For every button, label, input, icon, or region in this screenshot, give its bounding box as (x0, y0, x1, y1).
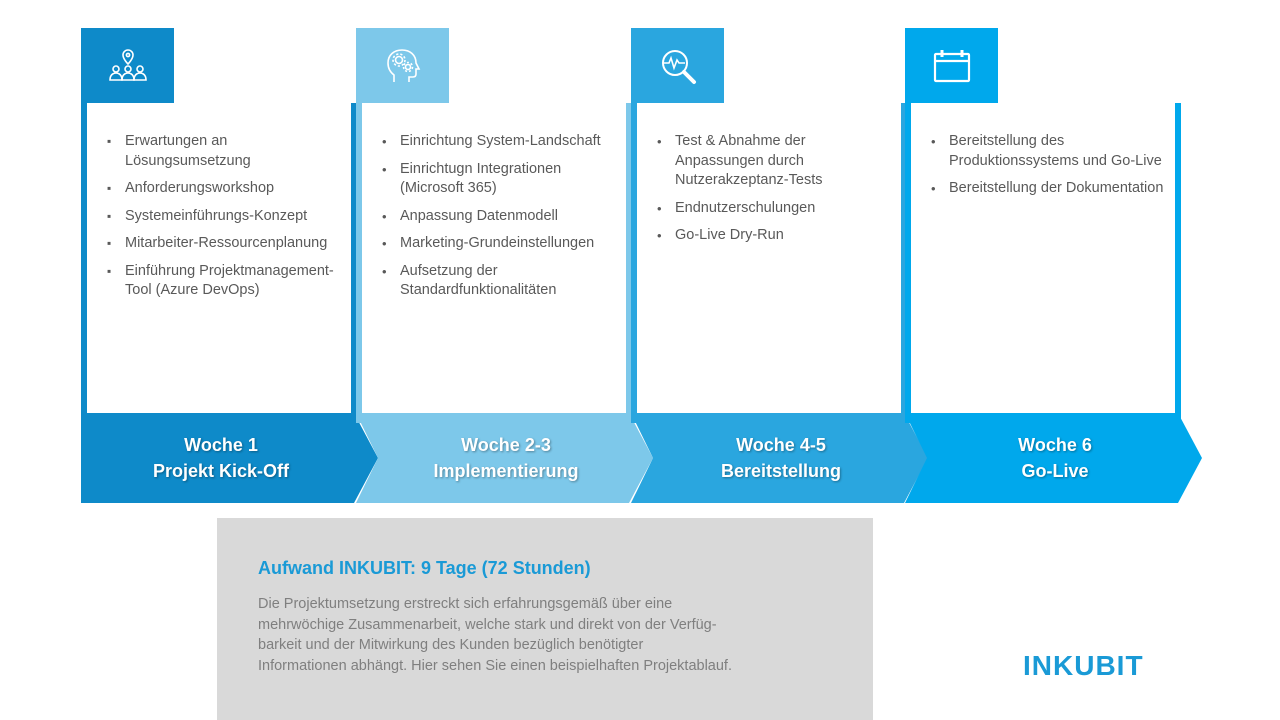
inkubit-logo: INKUBIT (1023, 650, 1144, 681)
bullet-item: ▪ Einführung Projektmanagement-Tool (Azure DevOps) (107, 262, 347, 301)
phase-icon-box (631, 28, 724, 103)
bullet-item: ▪ Systemeinführungs-Konzept (107, 207, 347, 227)
phase-name-label: Go-Live (1021, 461, 1089, 481)
phase-week-label: Woche 2-3 (461, 435, 551, 455)
phase-week-2-3 (356, 28, 656, 504)
phase-bullet-list (382, 132, 622, 309)
effort-title: Aufwand INKUBIT: 9 Tage (72 Stunden) (258, 558, 591, 578)
phase-arrow (356, 413, 653, 503)
phase-week-label: Woche 6 (1018, 435, 1092, 455)
bullet-item: • Test & Abnahme der Anpassungen durch Nutzerakzeptanz-Tests (657, 132, 897, 191)
effort-description-line: barkeit und der Mitwirkung des Kunden bezüglich benötigter (258, 637, 644, 653)
bullet-item: • Anpassung Datenmodell (382, 207, 622, 227)
bullet-item: ▪ Mitarbeiter-Ressourcenplanung (107, 234, 347, 254)
bullet-item: • Endnutzerschulungen (657, 199, 897, 219)
phase-arrow (81, 413, 378, 503)
bullet-item: • Marketing-Grundeinstellungen (382, 234, 622, 254)
effort-description-line: Die Projektumsetzung erstreckt sich erfahrungsgemäß über eine (258, 596, 673, 612)
calendar-icon (930, 44, 974, 88)
phase-arrow (631, 413, 928, 503)
bullet-item: ▪ Anforderungsworkshop (107, 179, 347, 199)
phase-week-label: Woche 4-5 (736, 435, 826, 455)
head-gears-icon (381, 44, 425, 88)
phase-bullet-list (931, 132, 1171, 207)
effort-info-box (217, 518, 873, 720)
bullet-item: • Einrichtugn Integrationen (Microsoft 365) (382, 160, 622, 199)
phase-icon-box (356, 28, 449, 103)
phase-arrow (905, 413, 1202, 503)
bullet-item: ▪ Erwartungen an Lösungsumsetzung (107, 132, 347, 171)
phase-name-label: Projekt Kick-Off (152, 461, 290, 481)
team-location-icon (106, 44, 150, 88)
phase-week-6 (905, 28, 1205, 504)
phase-name-label: Implementierung (433, 461, 579, 481)
bullet-item: • Einrichtung System-Landschaft (382, 132, 622, 152)
phase-name-label: Bereitstellung (720, 461, 842, 481)
bullet-item: • Go-Live Dry-Run (657, 226, 897, 246)
effort-description (258, 594, 828, 676)
effort-description-line: Informationen abhängt. Hier sehen Sie einen beispielhaften Projektablauf. (258, 657, 732, 674)
bullet-item: • Aufsetzung der Standardfunktionalitäten (382, 262, 622, 301)
bullet-item: • Bereitstellung des Produktionssystems und Go-Live (931, 132, 1171, 171)
effort-description-line: mehrwöchige Zusammenarbeit, welche stark und direkt von der Verfüg- (258, 616, 717, 633)
phase-week-label: Woche 1 (184, 435, 258, 455)
phase-bullet-list (107, 132, 347, 309)
phase-bullet-list (657, 132, 897, 254)
phase-icon-box (905, 28, 998, 103)
bullet-item: • Bereitstellung der Dokumentation (931, 179, 1171, 199)
phase-icon-box (81, 28, 174, 103)
phase-week-1 (81, 28, 381, 504)
phase-week-4-5 (631, 28, 931, 504)
magnifier-pulse-icon (656, 44, 700, 88)
